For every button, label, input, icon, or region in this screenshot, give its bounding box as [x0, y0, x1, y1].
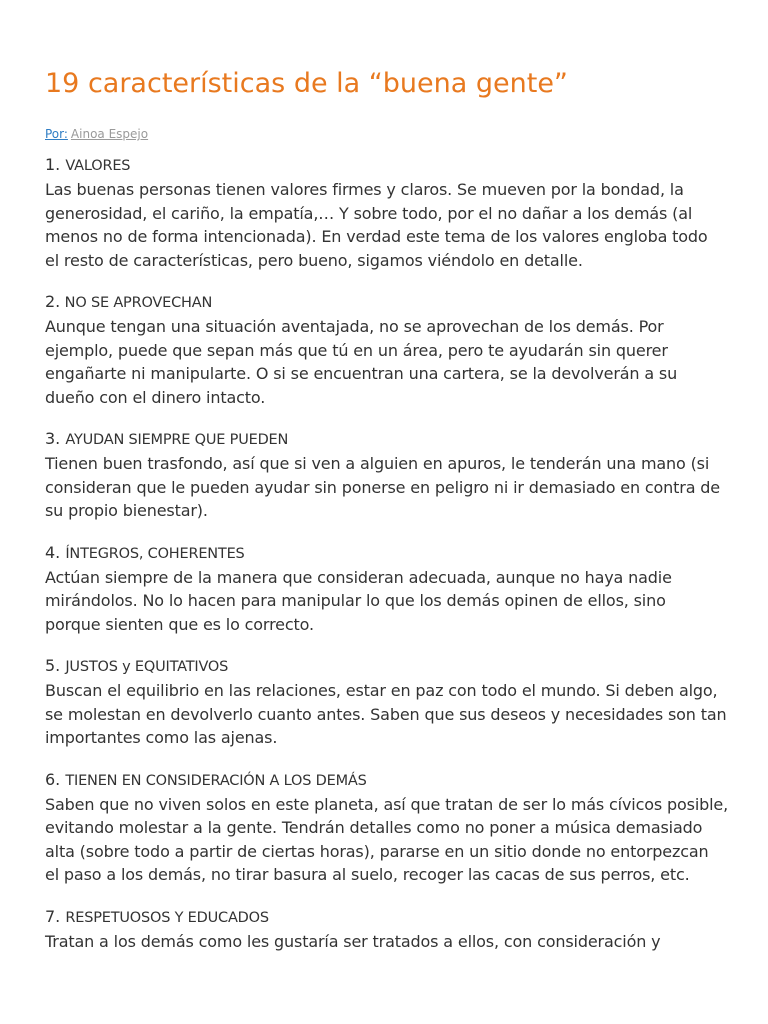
item-number: 3. [45, 429, 61, 448]
item-title: RESPETUOSOS Y EDUCADOS [65, 909, 269, 926]
item-title: ÍNTEGROS, COHERENTES [65, 545, 245, 562]
list-item [45, 654, 735, 750]
item-heading [45, 427, 735, 452]
item-body-line: Actúan siempre de la manera que consideran adecuada, aunque no haya nadie [45, 567, 672, 587]
item-body [45, 566, 735, 637]
item-heading [45, 654, 735, 679]
item-body [45, 930, 735, 954]
item-body-line: el paso a los demás, no tirar basura al suelo, recoger las cacas de sus perros, etc. [45, 865, 690, 884]
byline [45, 125, 148, 143]
characteristics-list [45, 153, 735, 971]
item-heading [45, 768, 735, 793]
item-body-line: dueño con el dinero intacto. [45, 387, 266, 407]
item-body-line: Tienen buen trasfondo, así que si ven a alguien en apuros, le tenderán una mano (si [45, 454, 710, 473]
item-body-line: evitando molestar a la gente. Tendrán detalles como no poner a música demasiado [45, 818, 703, 837]
item-title: JUSTOS y EQUITATIVOS [65, 659, 229, 675]
item-body-line: importantes como las ajenas. [45, 728, 278, 747]
item-body-line: Buscan el equilibrio en las relaciones, estar en paz con todo el mundo. Si deben algo, [45, 681, 718, 700]
item-body-line: porque sienten que es lo correcto. [45, 614, 314, 634]
item-body-line: mirándolos. No lo hacen para manipular lo que los demás opinen de ellos, sino [45, 591, 666, 610]
list-item [45, 541, 735, 637]
item-title: VALORES [65, 158, 131, 174]
item-body [45, 679, 735, 750]
list-item [45, 427, 735, 523]
item-title: TIENEN EN CONSIDERACIÓN A LOS DEMÁS [65, 772, 367, 789]
item-body-line: su propio bienestar). [45, 501, 208, 520]
list-item [45, 905, 735, 954]
item-number: 2. [45, 292, 61, 311]
item-body [45, 452, 735, 523]
list-item [45, 153, 735, 272]
item-body-line: generosidad, el cariño, la empatía,… Y sobre todo, por el no dañar a los demás (al [45, 203, 693, 223]
item-heading [45, 153, 735, 178]
item-number: 5. [45, 656, 61, 675]
item-heading [45, 905, 735, 930]
item-title: AYUDAN SIEMPRE QUE PUEDEN [65, 432, 289, 448]
item-body-line: Saben que no viven solos en este planeta, así que tratan de ser lo más cívicos posible, [45, 794, 729, 814]
item-number: 4. [45, 542, 61, 562]
item-body-line: el resto de características, pero bueno, sigamos viéndolo en detalle. [45, 250, 583, 270]
item-body-line: engañarte ni manipularte. O si se encuentran una cartera, se la devolverán a su [45, 364, 678, 383]
item-body-line: Tratan a los demás como les gustaría ser tratados a ellos, con consideración y [45, 931, 661, 951]
item-body [45, 178, 735, 272]
item-number: 7. [45, 906, 61, 926]
item-body-line: ejemplo, puede que sepan más que tú en un área, pero te ayudarán sin querer [45, 340, 668, 360]
item-heading [45, 541, 735, 566]
item-number: 6. [45, 769, 61, 789]
article-title: 19 características de la “buena gente” [45, 68, 568, 99]
item-body-line: menos no de forma intencionada). En verdad este tema de los valores engloba todo [45, 227, 708, 246]
byline-label-link[interactable]: Por: [45, 127, 68, 141]
item-body-line: alta (sobre todo a partir de ciertas horas), pararse en un sitio donde no entorpezcan [45, 841, 709, 861]
item-title: NO SE APROVECHAN [60, 295, 213, 311]
item-body [45, 315, 735, 409]
item-body-line: Las buenas personas tienen valores firmes y claros. Se mueven por la bondad, la [45, 180, 684, 199]
item-number: 1. [45, 155, 61, 174]
item-body-line: se molestan en devolverlo cuanto antes. Saben que sus deseos y necesidades son tan [45, 704, 727, 724]
author-link[interactable]: Ainoa Espejo [70, 127, 149, 141]
item-body-line: consideran que le pueden ayudar sin ponerse en peligro ni ir demasiado en contra de [45, 477, 721, 497]
list-item [45, 290, 735, 409]
list-item [45, 768, 735, 887]
item-body [45, 793, 735, 887]
item-body-line: Aunque tengan una situación aventajada, no se aprovechan de los demás. Por [45, 317, 664, 336]
item-heading [45, 290, 735, 315]
